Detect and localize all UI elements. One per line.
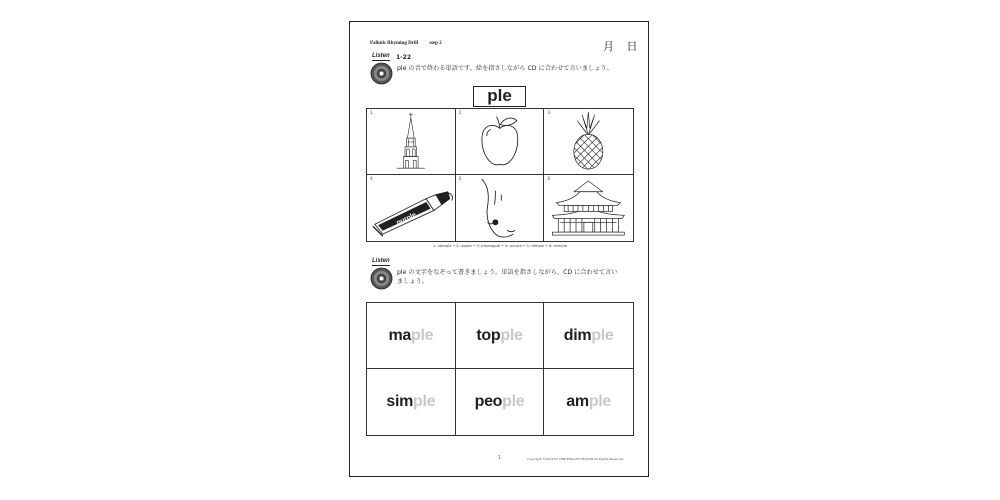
- word-suffix-trace: ple: [588, 393, 612, 410]
- word-prefix: ma: [388, 326, 411, 344]
- page-number: 1: [498, 455, 502, 461]
- answer-key: 1: steeple • 2: apple • 3: pineapple • 4: purple • 5: dimple • 6: temple: [432, 243, 568, 248]
- purple-paint-tube-icon: [367, 175, 455, 241]
- copyright-notice: Copyright ©2019 NY ONE ENGLISH SEASON All Rights Reserved.: [527, 457, 625, 461]
- instruction-1: ple の音で終わる単語です。絵を指さしながら CD に合わせて言いましょう。: [397, 65, 613, 72]
- picture-number: 5: [458, 177, 462, 182]
- word-cell: [367, 303, 456, 369]
- month-label: 月: [603, 40, 614, 53]
- tracing-word[interactable]: [386, 393, 435, 411]
- picture-grid: [366, 108, 634, 242]
- tracing-word[interactable]: [564, 327, 614, 345]
- word-suffix-trace: ple: [500, 326, 523, 344]
- picture-cell: [544, 109, 633, 175]
- word-prefix: sim: [386, 393, 414, 410]
- instruction-2-line2: ましょう。: [397, 278, 428, 285]
- picture-cell: [456, 175, 545, 241]
- picture-number: 2: [458, 111, 462, 116]
- word-prefix: top: [476, 326, 501, 344]
- word-suffix-trace: ple: [502, 393, 525, 410]
- series-title: Palkids Rhyming Drill: [370, 41, 419, 46]
- date-fields: [603, 38, 647, 54]
- temple-icon: [544, 175, 633, 241]
- tracing-word-grid: [366, 302, 634, 436]
- word-cell: [456, 303, 545, 369]
- day-label: 日: [626, 40, 638, 53]
- word-cell: [544, 369, 633, 435]
- word-cell: [544, 303, 633, 369]
- cd-icon: [370, 267, 393, 290]
- steeple-icon: [367, 109, 455, 174]
- apple-icon: [456, 109, 544, 174]
- word-prefix: am: [566, 393, 589, 410]
- pineapple-icon: [544, 109, 633, 174]
- picture-number: 1: [370, 111, 373, 116]
- step-label: step 2: [429, 41, 442, 46]
- tracing-word[interactable]: [475, 393, 525, 411]
- track-number: 1-22: [396, 54, 412, 61]
- picture-cell: [544, 175, 633, 241]
- tracing-word[interactable]: [566, 393, 611, 411]
- picture-number: 4: [370, 177, 373, 182]
- instruction-2-line1: ple の文字をなぞって書きましょう。単語を指さしながら、CD に合わせて言い: [397, 269, 618, 276]
- picture-number: 3: [547, 111, 551, 116]
- picture-cell: [367, 109, 456, 175]
- dimple-face-icon: [456, 175, 544, 241]
- word-cell: [456, 369, 545, 435]
- listen-label-1: Listen: [372, 53, 390, 59]
- word-suffix-trace: ple: [591, 326, 614, 344]
- tracing-word[interactable]: [388, 327, 433, 345]
- word-prefix: dim: [563, 326, 592, 344]
- listen-label-2: Listen: [372, 258, 390, 264]
- word-suffix-trace: ple: [410, 326, 434, 344]
- word-suffix-trace: ple: [413, 393, 436, 410]
- worksheet-page: [349, 21, 649, 477]
- tracing-word[interactable]: [476, 327, 522, 345]
- picture-number: 6: [547, 177, 551, 182]
- target-sound-box: ple: [473, 86, 526, 107]
- picture-cell: [367, 175, 456, 241]
- cd-icon: [370, 62, 393, 85]
- tube-label: purple: [395, 211, 418, 227]
- word-cell: [367, 369, 456, 435]
- worksheet-header: [370, 41, 452, 46]
- picture-cell: [456, 109, 545, 175]
- word-prefix: peo: [474, 393, 503, 410]
